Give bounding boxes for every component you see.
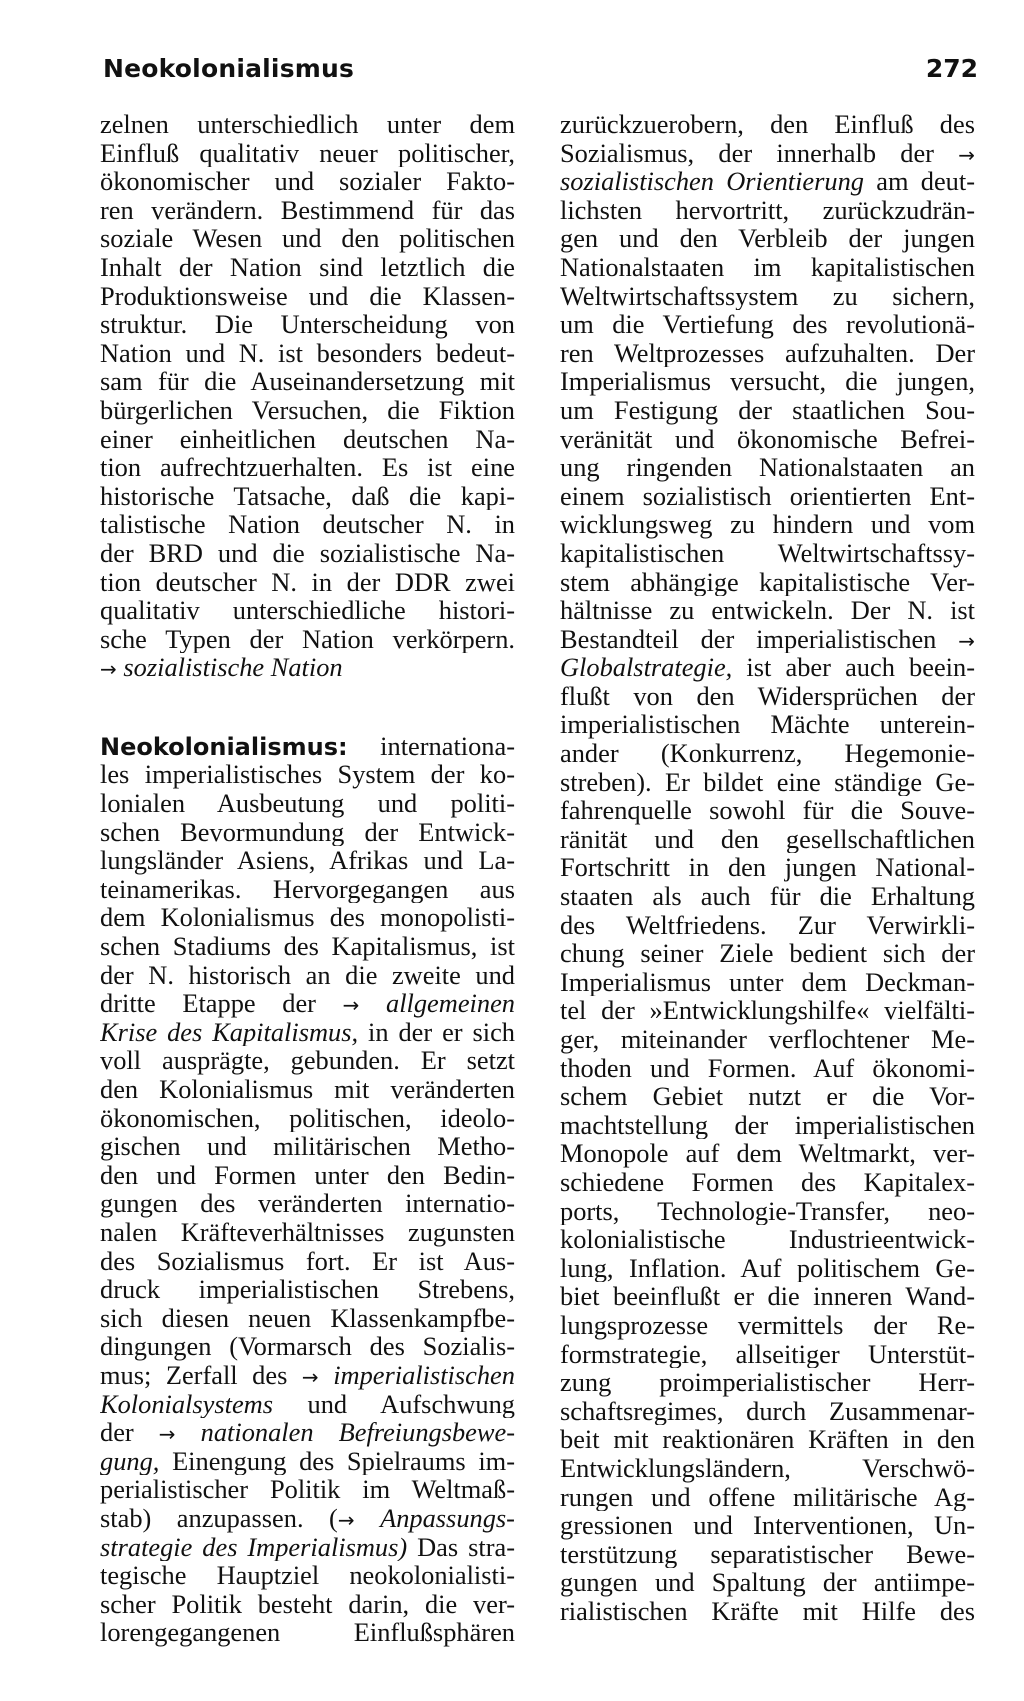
text-line: sich diesen neuen Klassenkampfbe- xyxy=(100,1303,515,1333)
text-line: dingungen (Vormarsch des Sozialis- xyxy=(100,1332,515,1361)
text-line xyxy=(100,1533,515,1562)
text-fragment: Sozialismus, der innerhalb der xyxy=(560,138,934,168)
text-line: historische Tatsache, daß die kapi- xyxy=(100,481,515,511)
text-line: Nation und N. ist besonders bedeut- xyxy=(100,338,515,368)
text-line: formstrategie, allseitiger Unterstüt- xyxy=(560,1339,975,1369)
arrow-icon: → xyxy=(342,993,360,1018)
text-line: Nationalstaaten im kapitalistischen xyxy=(560,252,975,282)
text-line: der BRD und die sozialistische Na- xyxy=(100,538,515,568)
text-line: voll ausprägte, gebunden. Er setzt xyxy=(100,1046,515,1075)
text-line: des Sozialismus fort. Er ist Aus- xyxy=(100,1246,515,1276)
text-line: beit mit reaktionären Kräften in den xyxy=(560,1425,975,1454)
text-line: thoden und Formen. Auf ökonomi- xyxy=(560,1053,975,1083)
text-line: lungsprozesse vermittels der Re- xyxy=(560,1310,975,1340)
text-line: hältnisse zu entwickeln. Der N. ist xyxy=(560,596,975,625)
arrow-icon: → xyxy=(100,657,117,682)
text-line: les imperialistisches System der ko- xyxy=(100,760,515,790)
text-line: ports, Technologie-Transfer, neo- xyxy=(560,1196,975,1226)
left-column xyxy=(100,110,515,1647)
text-line xyxy=(560,653,975,682)
text-line: schen Stadiums des Kapitalismus, ist xyxy=(100,932,515,961)
page-number: 272 xyxy=(925,54,978,83)
text-line: sam für die Auseinandersetzung mit xyxy=(100,367,515,396)
entry-first-line xyxy=(100,732,515,761)
text-line: Produktionsweise und die Klassen- xyxy=(100,281,515,311)
text-line: ren Weltprozesses aufzuhalten. Der xyxy=(560,338,975,368)
text-line: terstützung separatistischer Bewe- xyxy=(560,1539,975,1569)
cross-reference-term[interactable]: nationalen Befreiungsbewe- xyxy=(200,1418,515,1447)
text-line: tegische Hauptziel neokolonialisti- xyxy=(100,1561,515,1590)
text-line: gungen des veränderten internatio- xyxy=(100,1189,515,1218)
text-fragment: in der er sich xyxy=(368,1017,515,1047)
page-header xyxy=(0,54,1024,94)
text-fragment: Bestandteil der imperialistischen xyxy=(560,624,937,654)
text-line: imperialistischen Mächte unterein- xyxy=(560,710,975,740)
text-line: tion aufrechtzuerhalten. Es ist eine xyxy=(100,453,515,482)
cross-reference-term[interactable]: Globalstrategie, xyxy=(560,653,733,682)
text-line: Monopole auf dem Weltmarkt, ver- xyxy=(560,1139,975,1168)
text-line: ökonomischen, politischen, ideolo- xyxy=(100,1103,515,1133)
cross-reference-term[interactable]: Krise des Kapitalismus, xyxy=(100,1017,359,1047)
text-line: talistische Nation deutscher N. in xyxy=(100,510,515,539)
text-line: machtstellung der imperialistischen xyxy=(560,1110,975,1140)
paragraph-gap xyxy=(100,682,515,732)
text-fragment: dritte Etappe der xyxy=(100,989,316,1018)
cross-reference-term[interactable]: strategie des Imperialismus) xyxy=(100,1532,408,1562)
text-line: Entwicklungsländern, Verschwö- xyxy=(560,1453,975,1483)
text-line: zung proimperialistischer Herr- xyxy=(560,1368,975,1397)
text-line: Imperialismus unter dem Deckman- xyxy=(560,967,975,997)
text-line: den und Formen unter den Bedin- xyxy=(100,1160,515,1190)
cross-reference-term: sozialistische Nation xyxy=(123,653,343,682)
text-line: rialistischen Kräfte mit Hilfe des xyxy=(560,1596,975,1626)
text-line: gen und den Verbleib der jungen xyxy=(560,224,975,253)
text-line: ökonomischer und sozialer Fakto- xyxy=(100,167,515,196)
text-line: kapitalistischen Weltwirtschaftssy- xyxy=(560,538,975,568)
text-line: Fortschritt in den jungen National- xyxy=(560,853,975,883)
text-fragment: mus; Zerfall des xyxy=(100,1360,288,1390)
text-line: gungen und Spaltung der antiimpe- xyxy=(560,1568,975,1597)
text-line: nalen Kräfteverhältnisses zugunsten xyxy=(100,1217,515,1247)
text-fragment: und Aufschwung xyxy=(307,1389,515,1419)
arrow-icon: → xyxy=(958,628,975,653)
text-line: bürgerlichen Versuchen, die Fiktion xyxy=(100,395,515,425)
text-fragment: ist aber auch beein- xyxy=(746,653,975,682)
text-line: schen Bevormundung der Entwick- xyxy=(100,817,515,847)
text-line: lonialen Ausbeutung und politi- xyxy=(100,789,515,818)
text-line: Inhalt der Nation sind letztlich die xyxy=(100,252,515,282)
text-line: lungsländer Asiens, Afrikas und La- xyxy=(100,846,515,875)
text-line: sche Typen der Nation verkörpern. xyxy=(100,624,515,654)
text-line: wicklungsweg zu hindern und vom xyxy=(560,510,975,539)
cross-reference[interactable] xyxy=(100,653,515,682)
arrow-icon: → xyxy=(958,142,975,167)
text-line: dem Kolonialismus des monopolisti- xyxy=(100,903,515,933)
intro-paragraph xyxy=(100,110,515,682)
right-column xyxy=(560,110,975,1625)
arrow-icon: → xyxy=(301,1364,319,1389)
text-line xyxy=(560,167,975,196)
text-line: Imperialismus versucht, die jungen, xyxy=(560,367,975,396)
text-line xyxy=(560,625,975,654)
text-line xyxy=(100,1418,515,1447)
running-head: Neokolonialismus xyxy=(103,54,355,83)
text-line: struktur. Die Unterscheidung von xyxy=(100,310,515,339)
text-line: tel der »Entwicklungshilfe« vielfälti- xyxy=(560,996,975,1025)
text-line: ränität und den gesellschaftlichen xyxy=(560,824,975,854)
text-fragment: Einengung des Spielraums im- xyxy=(172,1446,515,1476)
text-line: ger, miteinander verflochtener Me- xyxy=(560,1025,975,1054)
text-line xyxy=(560,139,975,168)
text-line xyxy=(100,1504,515,1533)
text-line: druck imperialistischen Strebens, xyxy=(100,1275,515,1304)
text-line: lung, Inflation. Auf politischem Ge- xyxy=(560,1253,975,1283)
text-line: Einfluß qualitativ neuer politischer, xyxy=(100,138,515,168)
text-line: flußt von den Widersprüchen der xyxy=(560,681,975,711)
headword: Neokolonialismus: xyxy=(100,732,348,761)
text-line: lorengegangenen Einflußsphären xyxy=(100,1618,515,1647)
text-line: fahrenquelle sowohl für die Souve- xyxy=(560,796,975,825)
text-line xyxy=(100,1447,515,1476)
text-line: chung seiner Ziele bedient sich der xyxy=(560,939,975,968)
text-line: gischen und militärischen Metho- xyxy=(100,1132,515,1161)
text-line: einer einheitlichen deutschen Na- xyxy=(100,424,515,454)
text-line: ander (Konkurrenz, Hegemonie- xyxy=(560,739,975,768)
text-fragment: der xyxy=(100,1418,134,1447)
text-line: einem sozialistisch orientierten Ent- xyxy=(560,481,975,511)
text-fragment: Das stra- xyxy=(417,1532,515,1562)
text-line: soziale Wesen und den politischen xyxy=(100,224,515,253)
text-line: qualitativ unterschiedliche histori- xyxy=(100,596,515,625)
text-line: der N. historisch an die zweite und xyxy=(100,960,515,990)
text-line: des Weltfriedens. Zur Verwirkli- xyxy=(560,910,975,940)
text-fragment: internationa- xyxy=(380,731,515,761)
text-fragment: am deut- xyxy=(876,167,975,196)
cross-reference-term[interactable]: Anpassungs- xyxy=(380,1503,515,1533)
text-line: streben). Er bildet eine ständige Ge- xyxy=(560,767,975,797)
text-line: zelnen unterschiedlich unter dem xyxy=(100,110,515,139)
cross-reference-term[interactable]: Kolonialsystems xyxy=(100,1389,274,1419)
text-line: lichsten hervortritt, zurückzudrän- xyxy=(560,195,975,225)
text-line: schiedene Formen des Kapitalex- xyxy=(560,1167,975,1197)
cross-reference-term[interactable]: imperialistischen xyxy=(333,1360,515,1390)
text-line: tion deutscher N. in der DDR zwei xyxy=(100,567,515,597)
text-line xyxy=(100,1390,515,1419)
text-line: scher Politik besteht darin, die ver- xyxy=(100,1589,515,1619)
text-line: ren verändern. Bestimmend für das xyxy=(100,195,515,225)
text-line: um die Vertiefung des revolutionä- xyxy=(560,310,975,339)
text-line xyxy=(100,1361,515,1390)
cross-reference-term[interactable]: gung, xyxy=(100,1446,160,1476)
text-line xyxy=(100,989,515,1018)
text-line: veränität und ökonomische Befrei- xyxy=(560,424,975,454)
cross-reference-term[interactable]: allgemeinen xyxy=(386,989,515,1018)
text-line: Weltwirtschaftssystem zu sichern, xyxy=(560,281,975,311)
text-fragment: stab) anzupassen. ( xyxy=(100,1503,338,1533)
text-line: ung ringenden Nationalstaaten an xyxy=(560,453,975,482)
arrow-icon: → xyxy=(337,1507,355,1532)
cross-reference-term[interactable]: sozialistischen Orientierung xyxy=(560,167,865,196)
text-line: staaten als auch für die Erhaltung xyxy=(560,882,975,911)
text-line: zurückzuerobern, den Einfluß des xyxy=(560,110,975,139)
text-line: gressionen und Interventionen, Un- xyxy=(560,1511,975,1540)
text-line: kolonialistische Industrieentwick- xyxy=(560,1225,975,1254)
text-line: stem abhängige kapitalistische Ver- xyxy=(560,567,975,597)
arrow-icon: → xyxy=(158,1422,176,1447)
text-line: biet beeinflußt er die inneren Wand- xyxy=(560,1282,975,1311)
text-line: den Kolonialismus mit veränderten xyxy=(100,1075,515,1104)
text-line: um Festigung der staatlichen Sou- xyxy=(560,395,975,425)
dictionary-entry xyxy=(100,732,515,1647)
text-line: teinamerikas. Hervorgegangen aus xyxy=(100,874,515,904)
text-line: schaftsregimes, durch Zusammenar- xyxy=(560,1396,975,1426)
text-line: perialistischer Politik im Weltmaß- xyxy=(100,1475,515,1504)
text-line: schem Gebiet nutzt er die Vor- xyxy=(560,1082,975,1111)
text-line: rungen und offene militärische Ag- xyxy=(560,1482,975,1512)
text-line xyxy=(100,1018,515,1047)
